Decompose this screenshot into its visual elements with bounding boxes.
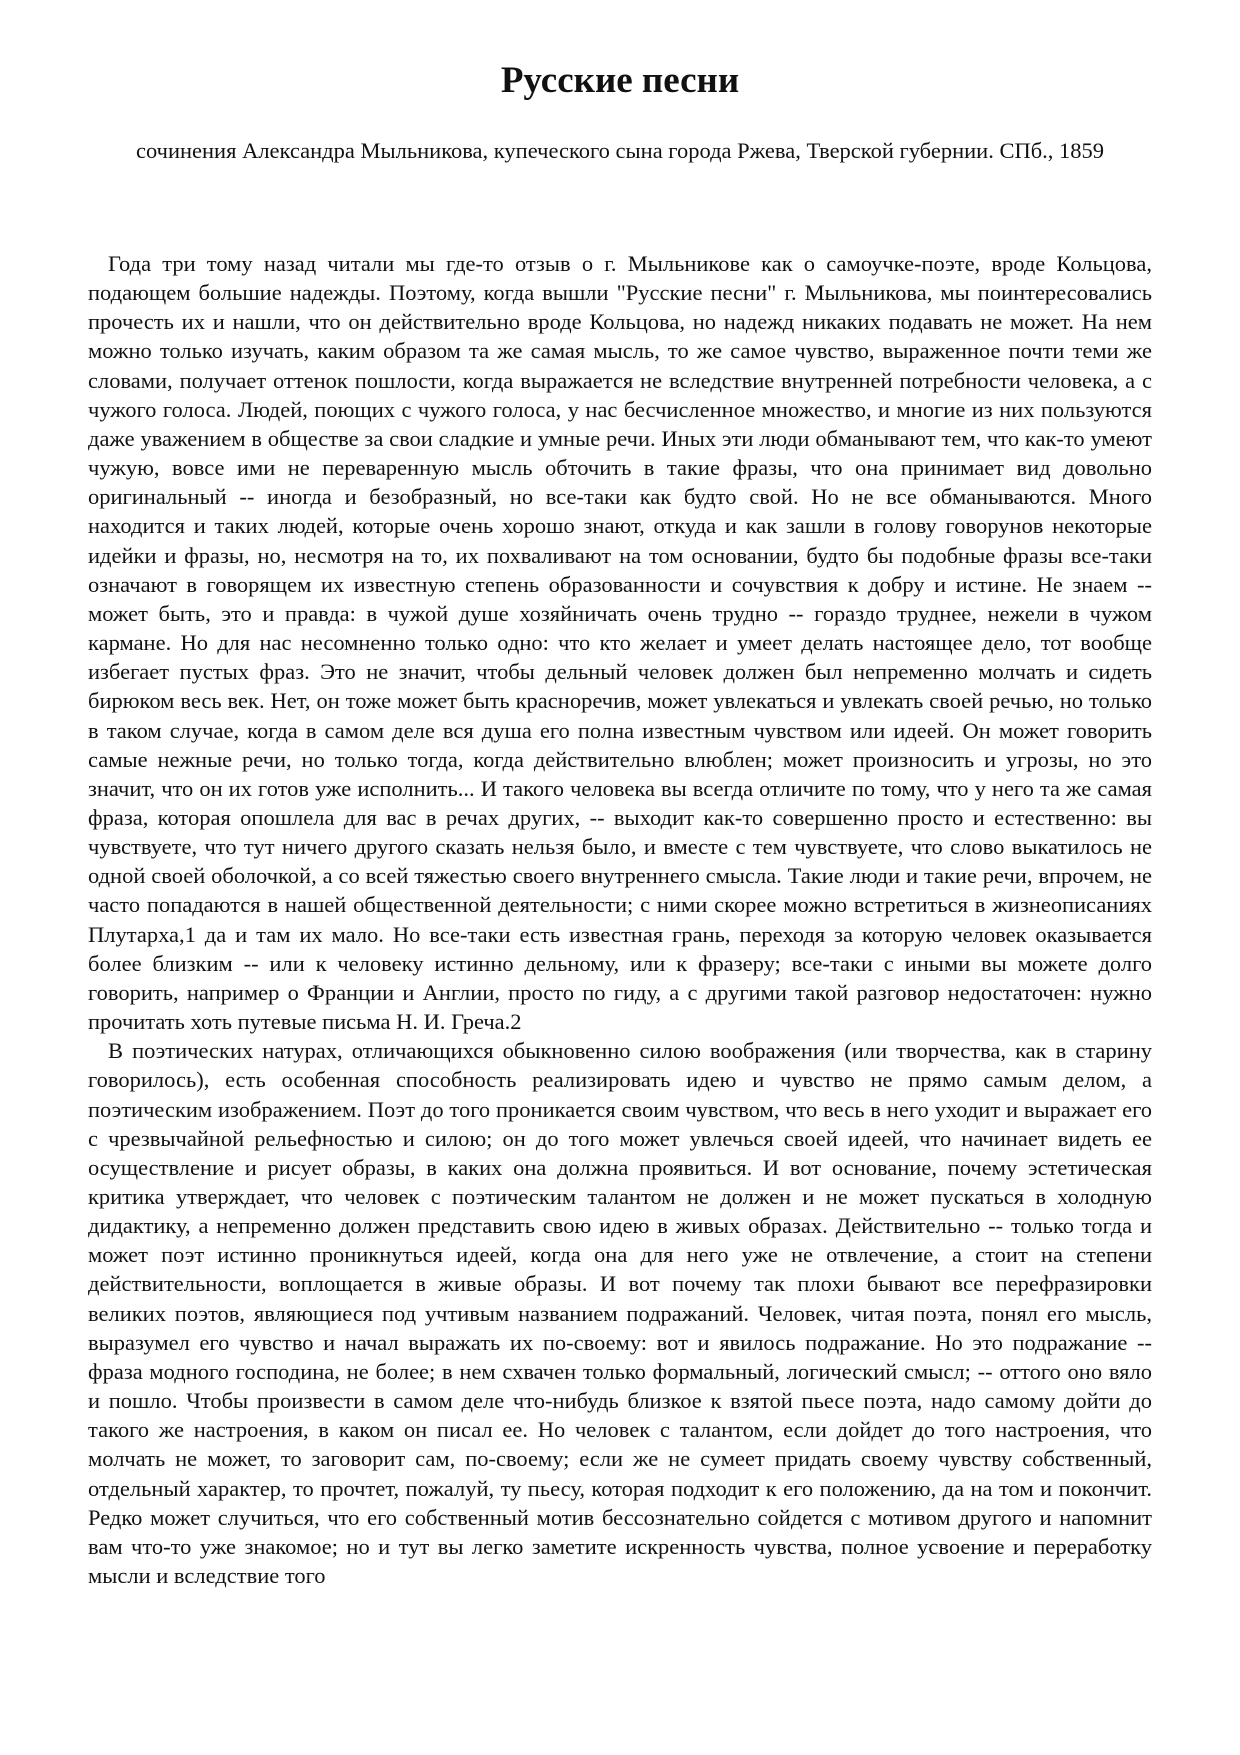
page-title: Русские песни	[500, 60, 740, 101]
body-text	[88, 249, 1152, 1590]
paragraph: В поэтических натурах, отличающихся обыкновенно силою воображения (или творчества, как в старину говорилось), есть особенная способность реализировать идею и чувство не прямо самым делом, а поэтическим изображением. Поэт до того проникается своим чувством, что весь в него уходит и выражает его с чрезвычайной рельефностью и силою; он до того может увлечься своей идеей, что начинает видеть ее осуществление и рисует образы, в каких она должна проявиться. И вот основание, почему эстетическая критика утверждает, что человек с поэтическим талантом не должен и не может пускаться в холодную дидактику, а непременно должен представить свою идею в живых образах. Действительно -- только тогда и может поэт истинно проникнуться идеей, когда она для него уже не отвлечение, а стоит на степени действительности, воплощается в живые образы. И вот почему так плохи бывают все перефразировки великих поэтов, являющиеся под учтивым названием подражаний. Человек, читая поэта, понял его мысль, выразумел его чувство и начал выражать их по-своему: вот и явилось подражание. Но это подражание -- фраза модного господина, не более; в нем схвачен только формальный, логический смысл; -- оттого оно вяло и пошло. Чтобы произвести в самом деле что-нибудь близкое к взятой пьесе поэта, надо самому дойти до такого же настроения, в каком он писал ее. Но человек с талантом, если дойдет до того настроения, что молчать не может, то заговорит сам, по-своему; если же не сумеет придать своему чувству собственный, отдельный характер, то прочтет, пожалуй, ту пьесу, которая подходит к его положению, да на том и покончит. Редко может случиться, что его собственный мотив бессознательно сойдется с мотивом другого и напомнит вам что-то уже знакомое; но и тут вы легко заметите искренность чувства, полное усвоение и переработку мысли и вследствие того	[88, 1038, 1152, 1589]
paragraph: Года три тому назад читали мы где-то отзыв о г. Мыльникове как о самоучке-поэте, вроде Кольцова, подающем большие надежды. Поэтому, когда вышли "Русские песни" г. Мыльникова, мы поинтересовались прочесть их и нашли, что он действительно вроде Кольцова, но надежд никаких подавать не может. На нем можно только изучать, каким образом та же самая мысль, то же самое чувство, выраженное почти теми же словами, получает оттенок пошлости, когда выражается не вследствие внутренней потребности человека, а с чужого голоса. Людей, поющих с чужого голоса, у нас бесчисленное множество, и многие из них пользуются даже уважением в обществе за свои сладкие и умные речи. Иных эти люди обманывают тем, что как-то умеют чужую, вовсе ими не переваренную мысль обточить в такие фразы, что она принимает вид довольно оригинальный -- иногда и безобразный, но все-таки как будто свой. Но не все обманываются. Много находится и таких людей, которые очень хорошо знают, откуда и как зашли в голову говорунов некоторые идейки и фразы, но, несмотря на то, их похваливают на том основании, будто бы подобные фразы все-таки означают в говорящем их известную степень образованности и сочувствия к добру и истине. Не знаем -- может быть, это и правда: в чужой душе хозяйничать очень трудно -- гораздо труднее, нежели в чужом кармане. Но для нас несомненно только одно: что кто желает и умеет делать настоящее дело, тот вообще избегает пустых фраз. Это не значит, чтобы дельный человек должен был непременно молчать и сидеть бирюком весь век. Нет, он тоже может быть красноречив, может увлекаться и увлекать своей речью, но только в таком случае, когда в самом деле вся душа его полна известным чувством или идеей. Он может говорить самые нежные речи, но только тогда, когда действительно влюблен; может произносить и угрозы, но это значит, что он их готов уже исполнить... И такого человека вы всегда отличите по тому, что у него та же самая фраза, которая опошлела для вас в речах других, -- выходит как-то совершенно просто и естественно: вы чувствуете, что тут ничего другого сказать нельзя было, и вместе с тем чувствуете, что слово выкатилось не одной своей оболочкой, а со всей тяжестью своего внутреннего смысла. Такие люди и такие речи, впрочем, не часто попадаются в нашей общественной деятельности; с ними скорее можно встретиться в жизнеописаниях Плутарха,1 да и там их мало. Но все-таки есть известная грань, переходя за которую человек оказывается более близким -- или к человеку истинно дельному, или к фразеру; все-таки с иными вы можете долго говорить, например о Франции и Англии, просто по гиду, а с другими такой разговор недостаточен: нужно прочитать хоть путевые письма Н. И. Греча.2	[88, 251, 1152, 1035]
page-subtitle: сочинения Александра Мыльникова, купеческого сына города Ржева, Тверской губернии. СПб., 1859	[135, 138, 1105, 163]
